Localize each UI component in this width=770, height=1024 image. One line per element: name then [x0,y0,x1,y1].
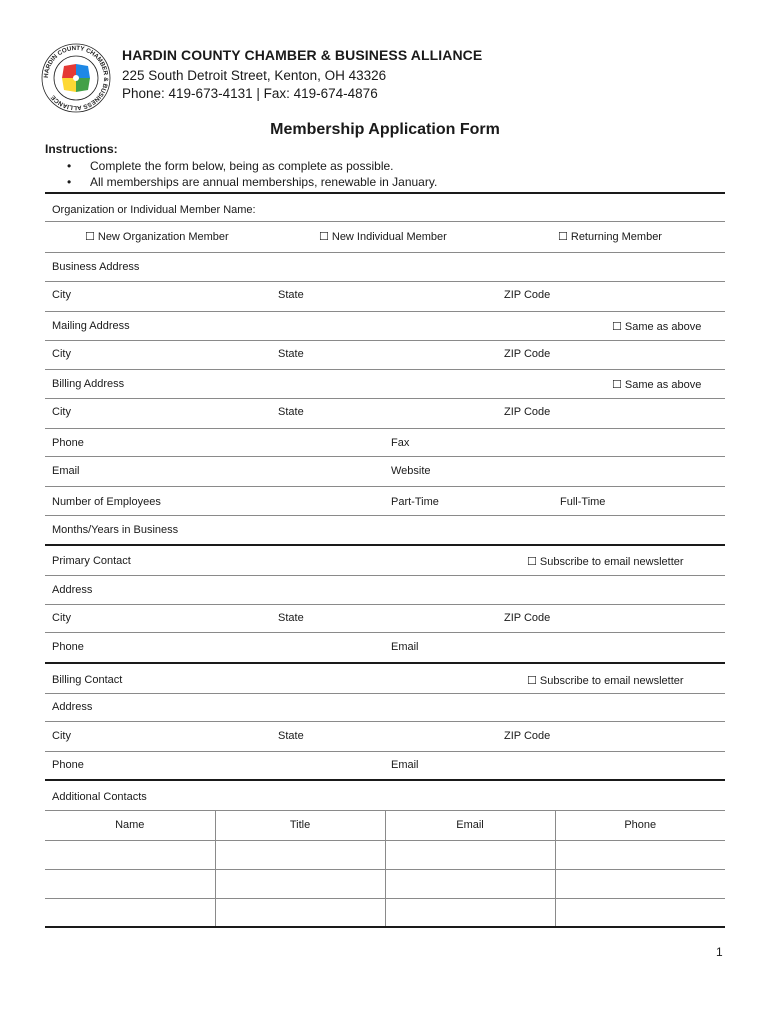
table-row [45,898,725,927]
table-cell[interactable] [45,869,215,898]
phone-label: Phone [52,437,84,449]
checkbox-icon: ☐ [85,230,95,243]
months-years-row[interactable] [45,516,725,546]
zip-label: ZIP Code [504,406,551,418]
table-cell[interactable] [385,840,555,869]
page-number: 1 [716,945,723,959]
zip-label: ZIP Code [504,289,551,301]
table-cell[interactable] [45,840,215,869]
email-label: Email [52,465,80,477]
table-cell[interactable] [215,869,385,898]
email-website-row[interactable] [45,457,725,487]
mailing-city-row[interactable] [45,341,725,370]
checkbox-icon: ☐ [319,230,329,243]
employees-label: Number of Employees [52,496,161,508]
zip-label: ZIP Code [504,348,551,360]
full-time-label: Full-Time [560,496,606,508]
table-header-row [45,811,725,840]
table-cell[interactable] [555,840,725,869]
new-individual-checkbox[interactable]: ☐ New Individual Member [319,230,447,243]
checkbox-icon: ☐ [558,230,568,243]
phone-label: Phone [52,641,84,653]
primary-contact-label: Primary Contact [52,555,131,567]
phone-fax-row[interactable] [45,429,725,457]
primary-address-row[interactable] [45,576,725,605]
table-cell[interactable] [385,869,555,898]
city-label: City [52,612,71,624]
table-cell[interactable] [215,840,385,869]
table-cell[interactable] [555,869,725,898]
billing-city-row[interactable] [45,399,725,429]
org-name-label: Organization or Individual Member Name: [52,204,256,216]
fax-label: Fax [391,437,410,449]
checkbox-icon: ☐ [527,555,537,568]
column-header-name: Name [45,811,215,840]
address-label: Address [52,701,93,713]
membership-form [45,192,725,928]
website-label: Website [391,465,431,477]
checkbox-icon: ☐ [612,378,622,391]
organization-address: 225 South Detroit Street, Kenton, OH 43326 [122,68,387,83]
mailing-address-label: Mailing Address [52,320,130,332]
org-name-row[interactable] [45,192,725,222]
logo-ring-text: HARDIN COUNTY CHAMBER & BUSINESS ALLIANCE [42,44,110,112]
checkbox-icon: ☐ [527,674,537,687]
mailing-same-checkbox[interactable]: ☐ Same as above [612,320,702,333]
billing-address-label: Billing Address [52,378,125,390]
mailing-address-row[interactable] [45,312,725,341]
primary-subscribe-checkbox[interactable]: ☐ Subscribe to email newsletter [527,555,684,568]
billing-same-checkbox[interactable]: ☐ Same as above [612,378,702,391]
billing-contact-label: Billing Contact [52,674,123,686]
email-label: Email [391,641,419,653]
additional-contacts-row [45,781,725,811]
state-label: State [278,348,304,360]
returning-member-checkbox[interactable]: ☐ Returning Member [558,230,662,243]
checkbox-icon: ☐ [612,320,622,333]
primary-phone-row[interactable] [45,633,725,664]
form-title: Membership Application Form [270,121,500,138]
instruction-item: • Complete the form below, being as complete as possible. [67,158,437,174]
table-cell[interactable] [215,898,385,927]
new-organization-checkbox[interactable]: ☐ New Organization Member [85,230,229,243]
member-type-row [45,222,725,253]
logo-hands [62,64,90,92]
state-label: State [278,730,304,742]
organization-phone-fax: Phone: 419-673-4131 | Fax: 419-674-4876 [122,86,378,101]
business-address-label: Business Address [52,261,140,273]
zip-label: ZIP Code [504,730,551,742]
table-cell[interactable] [45,898,215,927]
city-label: City [52,348,71,360]
billing-contact-address-row[interactable] [45,694,725,722]
city-label: City [52,289,71,301]
state-label: State [278,612,304,624]
billing-subscribe-checkbox[interactable]: ☐ Subscribe to email newsletter [527,674,684,687]
table-cell[interactable] [385,898,555,927]
instructions-label: Instructions: [45,142,118,156]
billing-address-row[interactable] [45,370,725,399]
additional-contacts-table [45,811,725,928]
billing-contact-row[interactable] [45,664,725,694]
state-label: State [278,406,304,418]
months-years-label: Months/Years in Business [52,524,179,536]
column-header-email: Email [385,811,555,840]
primary-contact-row[interactable] [45,546,725,576]
billing-contact-city-row[interactable] [45,722,725,752]
chamber-logo [40,42,112,114]
column-header-phone: Phone [555,811,725,840]
billing-contact-phone-row[interactable] [45,752,725,781]
address-label: Address [52,584,93,596]
table-row [45,869,725,898]
zip-label: ZIP Code [504,612,551,624]
instructions-list [67,158,437,190]
state-label: State [278,289,304,301]
organization-name: HARDIN COUNTY CHAMBER & BUSINESS ALLIANCE [122,47,483,63]
employees-row[interactable] [45,487,725,516]
business-address-row[interactable] [45,253,725,282]
table-row [45,840,725,869]
instruction-item: • All memberships are annual memberships, renewable in January. [67,174,437,190]
primary-city-row[interactable] [45,605,725,633]
column-header-title: Title [215,811,385,840]
business-city-row[interactable] [45,282,725,312]
city-label: City [52,730,71,742]
additional-contacts-label: Additional Contacts [52,791,147,803]
phone-label: Phone [52,759,84,771]
table-cell[interactable] [555,898,725,927]
city-label: City [52,406,71,418]
part-time-label: Part-Time [391,496,439,508]
email-label: Email [391,759,419,771]
